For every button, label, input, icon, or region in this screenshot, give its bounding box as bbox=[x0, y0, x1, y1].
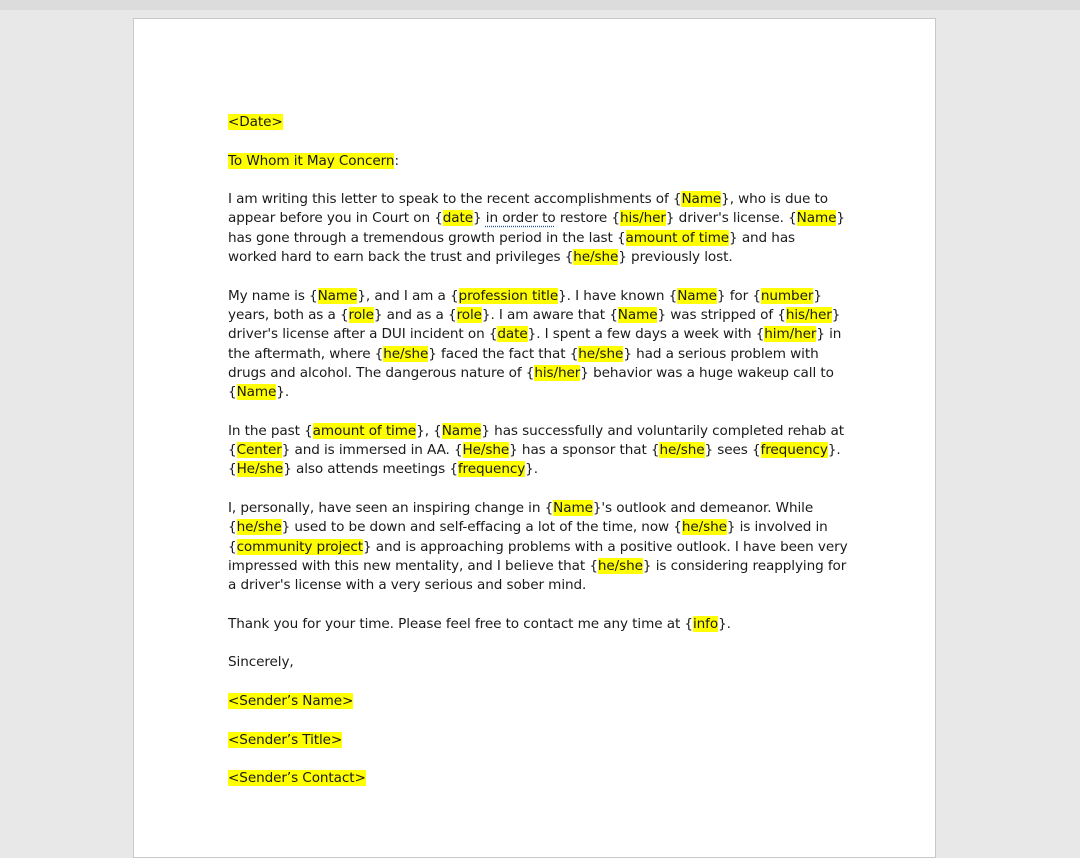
salutation-colon: : bbox=[394, 152, 399, 169]
text-run: My name is { bbox=[228, 287, 318, 304]
salutation-text: To Whom it May Concern bbox=[228, 152, 395, 169]
text-run: } also attends meetings { bbox=[283, 461, 458, 478]
sender-contact-placeholder: <Sender’s Contact> bbox=[228, 770, 366, 787]
placeholder-amount-of-time: amount of time bbox=[625, 229, 730, 246]
text-run: } driver's license. { bbox=[665, 210, 797, 227]
text-run: }, who is due to appear before you in Court on { bbox=[228, 191, 828, 227]
placeholder-he-she: he/she bbox=[383, 345, 429, 362]
letter-body[interactable] bbox=[228, 113, 848, 808]
salutation-line bbox=[228, 152, 848, 171]
text-run: } is considering reapplying for a driver's license with a very serious and sober mind. bbox=[228, 557, 847, 594]
placeholder-info: info bbox=[692, 615, 719, 632]
text-run: I, personally, have seen an inspiring change in { bbox=[228, 499, 554, 516]
text-run: In the past { bbox=[228, 422, 313, 439]
placeholder-number: number bbox=[760, 287, 814, 304]
grammar-suggestion-in-order-to[interactable]: in order to bbox=[485, 210, 556, 227]
placeholder-he-she: he/she bbox=[681, 519, 727, 536]
sender-name-line bbox=[228, 692, 848, 711]
text-run: } had a serious problem with drugs and alcohol. The dangerous nature of { bbox=[228, 345, 819, 381]
date-line bbox=[228, 113, 848, 132]
placeholder-name: Name bbox=[317, 287, 358, 304]
closing-line bbox=[228, 653, 848, 672]
text-run: }. I am aware that { bbox=[481, 306, 618, 323]
text-run: } has gone through a tremendous growth period in the last { bbox=[228, 210, 845, 246]
paragraph-5 bbox=[228, 615, 848, 634]
sender-title-line bbox=[228, 731, 848, 750]
placeholder-his-her: his/her bbox=[785, 306, 832, 323]
placeholder-name: Name bbox=[236, 384, 277, 401]
paragraph-2 bbox=[228, 287, 848, 403]
text-run: restore { bbox=[555, 210, 620, 227]
text-run: } sees { bbox=[704, 442, 761, 459]
text-run: } and has worked hard to earn back the trust and privileges { bbox=[228, 229, 796, 266]
document-page[interactable] bbox=[133, 18, 936, 858]
text-run: } and as a { bbox=[373, 306, 457, 323]
text-run: }, { bbox=[416, 422, 442, 439]
placeholder-profession-title: profession title bbox=[458, 287, 559, 304]
placeholder-his-her: his/her bbox=[619, 210, 666, 227]
text-run: } used to be down and self-effacing a lot of the time, now { bbox=[281, 519, 682, 536]
text-run: } and is approaching problems with a positive outlook. I have been very impressed with this new mentality, and I believe that { bbox=[228, 538, 848, 574]
placeholder-he-she: he/she bbox=[597, 557, 643, 574]
paragraph-1 bbox=[228, 190, 848, 267]
placeholder-role: role bbox=[456, 306, 482, 323]
text-run: } for { bbox=[716, 287, 761, 304]
text-run: }. { bbox=[228, 442, 841, 478]
text-run: } has a sponsor that { bbox=[509, 442, 660, 459]
placeholder-name: Name bbox=[677, 287, 717, 304]
text-run: }. I have known { bbox=[558, 287, 678, 304]
text-run: } years, both as a { bbox=[228, 287, 822, 323]
text-run: } is involved in { bbox=[228, 519, 828, 555]
text-run: }. bbox=[525, 461, 538, 478]
text-run: }'s outlook and demeanor. While { bbox=[228, 499, 814, 536]
placeholder-he-she: he/she bbox=[578, 345, 624, 362]
placeholder-frequency: frequency bbox=[760, 442, 828, 459]
closing-text: Sincerely, bbox=[228, 654, 294, 671]
text-run: } in the aftermath, where { bbox=[228, 326, 842, 362]
placeholder-his-her: his/her bbox=[534, 364, 581, 381]
placeholder-name: Name bbox=[553, 499, 593, 516]
placeholder-he-she: he/she bbox=[573, 249, 619, 266]
placeholder-center: Center bbox=[236, 442, 282, 459]
text-run: } behavior was a huge wakeup call to { bbox=[228, 364, 834, 401]
paragraph-4 bbox=[228, 499, 848, 595]
text-run: }. bbox=[276, 384, 290, 401]
text-run: } bbox=[473, 210, 486, 227]
text-run: } was stripped of { bbox=[657, 306, 786, 323]
text-run: } has successfully and voluntarily completed rehab at { bbox=[228, 422, 845, 459]
placeholder-name: Name bbox=[681, 191, 722, 208]
placeholder-community-project: community project bbox=[236, 538, 364, 555]
placeholder-he-she: he/she bbox=[236, 519, 282, 536]
placeholder-he-she: he/she bbox=[659, 442, 705, 459]
placeholder-name: Name bbox=[617, 306, 658, 323]
text-run: } driver's license after a DUI incident on { bbox=[228, 306, 841, 343]
placeholder-role: role bbox=[348, 306, 374, 323]
placeholder-name: Name bbox=[441, 422, 482, 439]
paragraph-3 bbox=[228, 422, 848, 480]
placeholder-date: date bbox=[497, 326, 528, 343]
text-run: Thank you for your time. Please feel free to contact me any time at { bbox=[228, 615, 693, 632]
placeholder-frequency: frequency bbox=[457, 461, 526, 478]
window-top-strip bbox=[0, 0, 1080, 10]
sender-contact-line bbox=[228, 769, 848, 788]
placeholder-he-she: He/she bbox=[236, 461, 284, 478]
text-run: } faced the fact that { bbox=[428, 345, 579, 362]
text-run: }. bbox=[718, 615, 731, 632]
sender-title-placeholder: <Sender’s Title> bbox=[228, 731, 343, 748]
placeholder-name: Name bbox=[796, 210, 837, 227]
placeholder-he-she: He/she bbox=[462, 442, 510, 459]
sender-name-placeholder: <Sender’s Name> bbox=[228, 692, 354, 709]
date-placeholder: <Date> bbox=[228, 114, 283, 130]
placeholder-date: date bbox=[442, 210, 474, 227]
text-run: } and is immersed in AA. { bbox=[281, 442, 463, 459]
placeholder-him-her: him/her bbox=[764, 326, 817, 343]
text-run: I am writing this letter to speak to the recent accomplishments of { bbox=[228, 191, 682, 208]
placeholder-amount-of-time: amount of time bbox=[312, 422, 417, 439]
text-run: } previously lost. bbox=[618, 249, 733, 266]
text-run: }, and I am a { bbox=[357, 287, 459, 304]
text-run: }. I spent a few days a week with { bbox=[527, 326, 765, 343]
